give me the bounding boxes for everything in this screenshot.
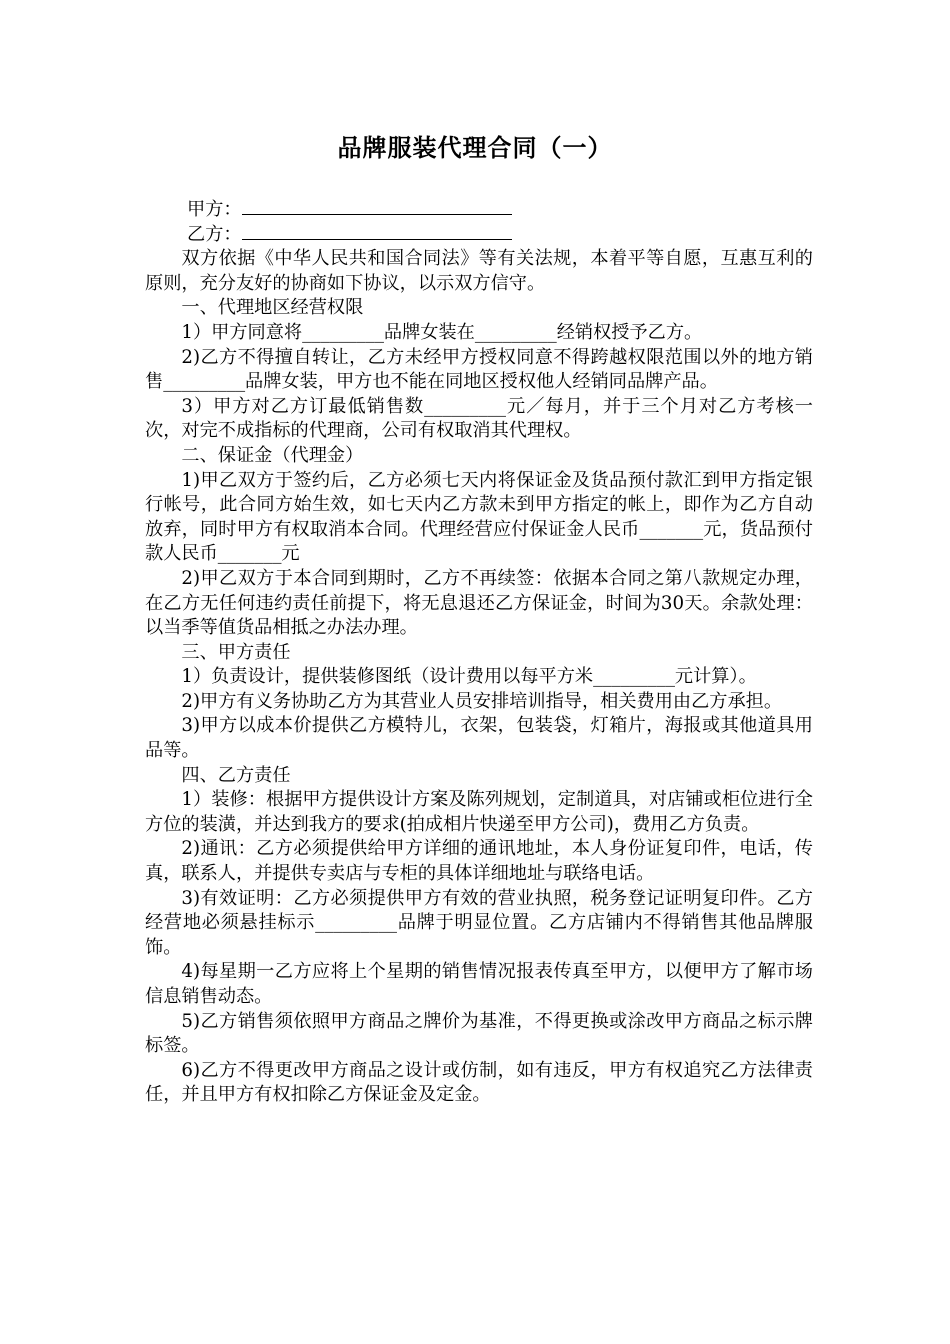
clause-3-3: 3)甲方以成本价提供乙方模特儿，衣架，包装袋，灯箱片，海报或其他道具用品等。 [145, 715, 813, 762]
clause-1-3: 3）甲方对乙方订最低销售数_________元／每月，并于三个月对乙方考核一次，对完不成指标的代理商，公司有权取消其代理权。 [145, 395, 813, 442]
contract-body [145, 198, 813, 1108]
party-b-label: 乙方： [187, 223, 242, 245]
document-title: 品牌服装代理合同（一） [337, 133, 613, 162]
section-heading-2: 二、保证金（代理金） [181, 444, 364, 466]
party-a-blank [242, 198, 512, 215]
party-a-label: 甲方： [187, 199, 242, 220]
clause-1-1: 1）甲方同意将_________品牌女装在_________经销权授予乙方。 [181, 321, 703, 343]
clause-4-5: 5)乙方销售须依照甲方商品之牌价为基准，不得更换或涂改甲方商品之标示牌标签。 [145, 1010, 813, 1057]
clause-3-1: 1）负责设计，提供装修图纸（设计费用以每平方米_________元计算）。 [181, 666, 757, 688]
party-a-line [145, 198, 813, 223]
clause-4-6: 6)乙方不得更改甲方商品之设计或仿制，如有违反，甲方有权追究乙方法律责任，并且甲方有权扣除乙方保证金及定金。 [145, 1059, 813, 1106]
clause-4-4: 4)每星期一乙方应将上个星期的销售情况报表传真至甲方，以便甲方了解市场信息销售动态。 [145, 961, 813, 1007]
clause-4-3: 3)有效证明：乙方必须提供甲方有效的营业执照，税务登记证明复印件。乙方经营地必须悬挂标示_________品牌于明显位置。乙方店铺内不得销售其他品牌服饰。 [145, 887, 813, 958]
clause-2-2: 2)甲乙双方于本合同到期时，乙方不再续签：依据本合同之第八款规定办理，在乙方无任何违约责任前提下，将无息退还乙方保证金，时间为30天。余款处理：以当季等值货品相抵之办法办理。 [145, 567, 813, 639]
section-heading-1: 一、代理地区经营权限 [181, 297, 364, 319]
party-b-line [145, 223, 813, 248]
clause-3-2: 2)甲方有义务协助乙方为其营业人员安排培训指导，相关费用由乙方承担。 [181, 690, 783, 712]
clause-2-1: 1)甲乙双方于签约后，乙方必须七天内将保证金及货品预付款汇到甲方指定银行帐号，此合同方始生效，如七天内乙方款未到甲方指定的帐上，即作为乙方自动放弃，同时甲方有权取消本合同。代理经营应付保证金人民币_______元，货品预付款人民币_______元 [145, 469, 813, 565]
clause-1-2: 2)乙方不得擅自转让，乙方未经甲方授权同意不得跨越权限范围以外的地方销售_________品牌女装，甲方也不能在同地区授权他人经销同品牌产品。 [145, 346, 813, 393]
party-b-blank [242, 223, 512, 240]
clause-4-2: 2)通讯：乙方必须提供给甲方详细的通讯地址，本人身份证复印件，电话，传真，联系人，并提供专卖店与专柜的具体详细地址与联络电话。 [145, 838, 813, 885]
preamble-paragraph: 双方依据《中华人民共和国合同法》等有关法规，本着平等自愿，互惠互利的原则，充分友好的协商如下协议，以示双方信守。 [145, 248, 813, 294]
section-heading-3: 三、甲方责任 [181, 641, 291, 663]
clause-4-1: 1）装修：根据甲方提供设计方案及陈列规划，定制道具，对店铺或柜位进行全方位的装潢，并达到我方的要求(拍成相片快递至甲方公司)，费用乙方负责。 [145, 789, 813, 835]
section-heading-4: 四、乙方责任 [181, 764, 291, 786]
